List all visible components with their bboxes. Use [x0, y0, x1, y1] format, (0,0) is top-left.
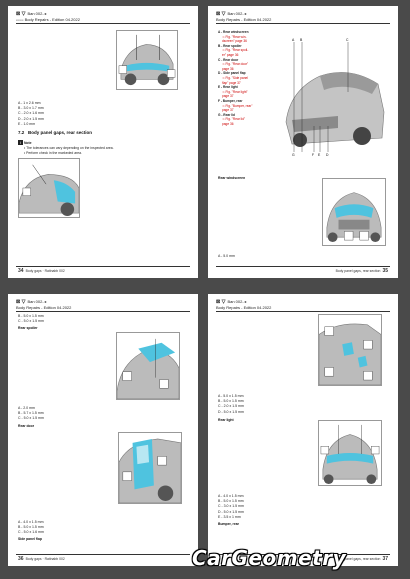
figure-rear-light: [318, 420, 382, 486]
legend-item: G - Rear lid ⇒ Fig. "Rear lid" page 36: [218, 113, 278, 127]
manual-page-35: [208, 6, 398, 278]
info-icon: i: [18, 140, 23, 145]
callout-label: B: [300, 38, 303, 42]
link-side-panel-flap[interactable]: ⇒ Fig. "Side panel: [222, 75, 248, 80]
callout-label: D: [326, 153, 329, 157]
link-rear-windscreen[interactable]: ⇒ Fig. "Rear win-: [222, 34, 247, 39]
car-flap-illustration-icon: [319, 315, 381, 385]
figure-rear-spoiler: [116, 332, 180, 400]
callout-label: E: [318, 153, 321, 157]
figure-rear-overview: [116, 30, 178, 90]
car-spoiler-illustration-icon: [117, 333, 179, 399]
section-heading: 7.2 Body panel gaps, rear section: [18, 130, 93, 135]
legend-item: A - Rear windscreen ⇒ Fig. "Rear win- dscreen" page 36: [218, 30, 278, 44]
gap-list: A - 4.0 x 1.5 mm B - 5.0 x 1.5 mm C - 5.0 x 1.6 mm: [18, 520, 44, 535]
manual-page-37: [208, 294, 398, 566]
footer-rule: [16, 266, 190, 267]
header-rule: [16, 311, 190, 312]
page-footer: Body panel gaps, rear section 37: [335, 556, 388, 562]
brand-logo-icon: ⊠ ▽: [216, 11, 226, 17]
page-header: ⊠ ▽ Ban 002- ▸ Body Repairs - Edition 04.2022: [16, 299, 72, 310]
note-box: i Note • The tolerances can vary depending on the inspected area. • Perform check in the markeded area.: [18, 140, 178, 156]
car-corner-illustration-icon: [19, 159, 79, 217]
car-taillight-illustration-icon: [319, 421, 381, 485]
section-heading: Side panel flap: [18, 537, 42, 541]
brand-logo-icon: ⊠ ▽: [16, 299, 26, 305]
page-header: ⊠ ▽ Ban 002- ▸ Body Repairs - Edition 04.2022: [216, 11, 272, 22]
legend-item: B - Rear spoiler ⇒ Fig. "Rear spoil- er" page 36: [218, 44, 278, 58]
gap-list: A - 5.0 mm: [218, 254, 235, 258]
gap-list: A - 5.0 x 1.5 mm B - 5.0 x 1.5 mm C - 2.0 x 1.5 mm D - 5.0 x 1.5 mm: [218, 394, 244, 414]
section-heading: Rear windscreen: [218, 176, 246, 180]
brand-logo-icon: ⊠ ▽: [16, 11, 26, 17]
figure-side-panel-flap: [318, 314, 382, 386]
page-footer: 36 Body gaps · Ratinabb 002: [18, 556, 65, 562]
figure-rear-windscreen: [322, 178, 386, 246]
footer-rule: [16, 554, 190, 555]
car-rear-illustration-icon: [117, 31, 177, 89]
legend-item: F - Bumper, rear ⇒ Fig. "Bumper, rear" page 37: [218, 99, 278, 113]
car-rear-3quarter-illustration-icon: [280, 32, 388, 164]
car-door-illustration-icon: [119, 433, 181, 503]
gap-list: A - 1 x 2.6 mm B - 3.0 x 1.7 mm C - 2.0 x 1.6 mm D - 2.0 x 1.5 mm E - 1.0 mm: [18, 101, 44, 126]
gap-list: A - 4.0 x 1.5 mm B - 5.0 x 1.5 mm C - 3.0 x 1.5 mm D - 5.0 x 1.5 mm E - 3.5 x 1 mm: [218, 494, 244, 519]
gap-list: A - 2.0 mm B - 5.7 x 1.5 mm C - 5.0 x 1.5 mm: [18, 406, 44, 421]
footer-rule: [216, 266, 390, 267]
car-rear-window-illustration-icon: [323, 179, 385, 245]
legend-list: [218, 30, 278, 126]
link-rear-lid[interactable]: ⇒ Fig. "Rear lid": [222, 117, 246, 122]
figure-rear-door: [118, 432, 182, 504]
page-header: ⊠ ▽ Ban 002- ▸ ▪▪▪▪▪▪▪ Body Repairs - Edition 04.2022: [16, 11, 80, 22]
section-heading: Rear light: [218, 418, 234, 422]
figure-rear-callouts: [280, 32, 388, 164]
page-header: ⊠ ▽ Ban 002- ▸ Body Repairs - Edition 04.2022: [216, 299, 272, 310]
brand-logo-icon: ⊠ ▽: [216, 299, 226, 305]
manual-page-36: [8, 294, 198, 566]
link-rear-light[interactable]: ⇒ Fig. "Rear light": [222, 89, 248, 94]
manual-page-34: [8, 6, 198, 278]
callout-label: F: [312, 153, 315, 157]
link-bumper-rear[interactable]: ⇒ Fig. "Bumper, rear": [222, 103, 253, 108]
callout-label: A: [292, 38, 295, 42]
figure-rear-corner: [18, 158, 80, 218]
section-heading: Rear spoiler: [18, 326, 38, 330]
callout-label: G: [292, 153, 295, 157]
header-rule: [216, 23, 390, 24]
legend-item: D - Side panel flap ⇒ Fig. "Side panel flap" page 37: [218, 71, 278, 85]
gap-list: B - 5.0 x 1.5 mm C - 5.0 x 1.5 mm: [18, 314, 44, 324]
legend-item: E - Rear light ⇒ Fig. "Rear light" page 37: [218, 85, 278, 99]
page-footer: Body panel gaps, rear section 35: [335, 268, 388, 274]
watermark-logo: CarGeometry: [192, 546, 347, 570]
legend-item: C - Rear door ⇒ Fig. "Rear door" page 36: [218, 58, 278, 72]
section-heading: Bumper, rear: [218, 522, 239, 526]
page-footer: 34 Body gaps · Ratinabb 002: [18, 268, 65, 274]
header-rule: [16, 23, 190, 24]
link-rear-spoiler[interactable]: ⇒ Fig. "Rear spoil-: [222, 48, 249, 53]
link-rear-door[interactable]: ⇒ Fig. "Rear door": [222, 62, 249, 67]
section-heading: Rear door: [18, 424, 35, 428]
header-rule: [216, 311, 390, 312]
callout-label: C: [346, 38, 349, 42]
